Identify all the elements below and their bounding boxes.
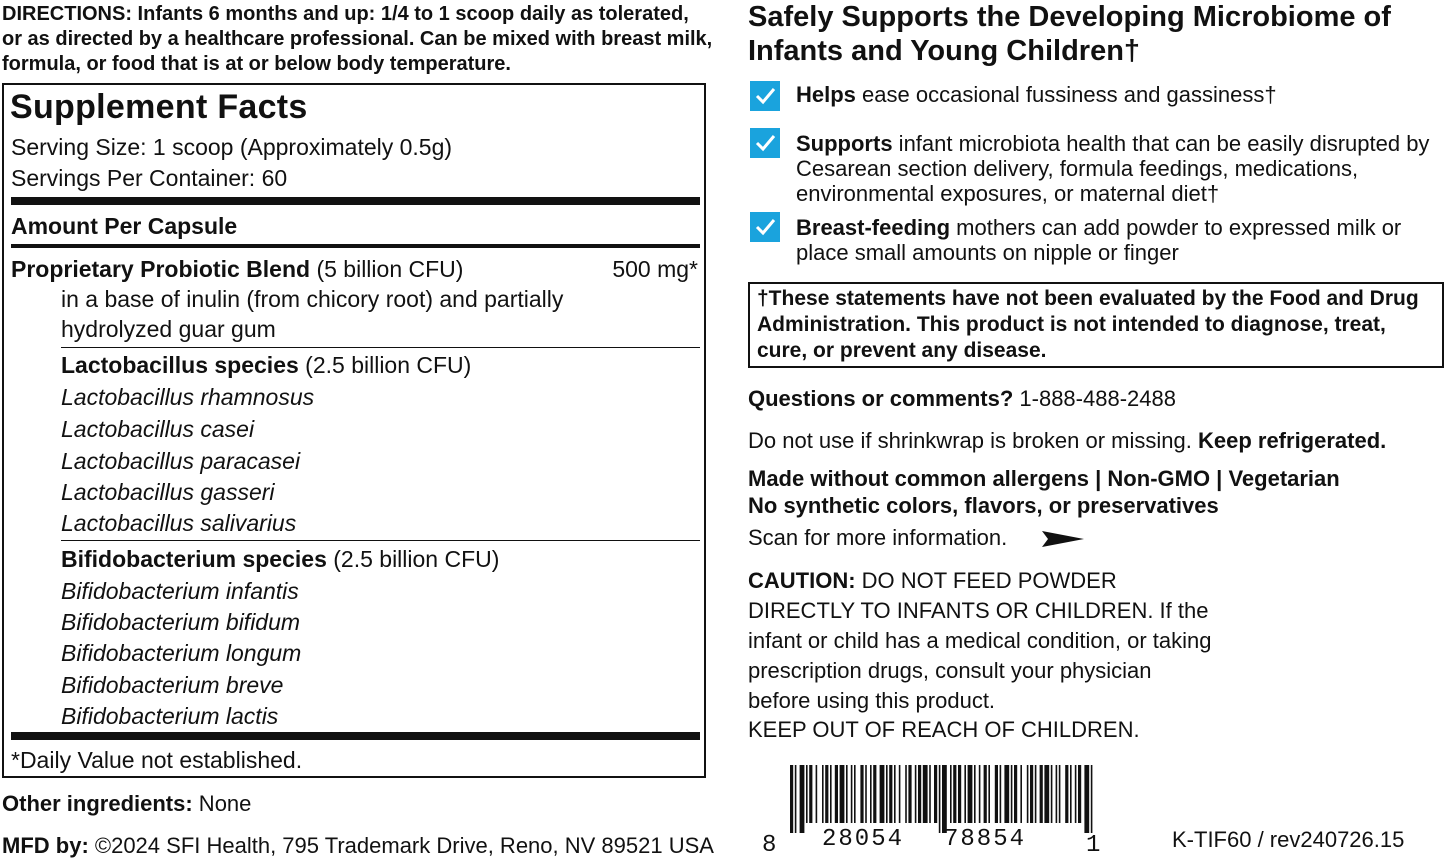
keep-refrigerated: Keep refrigerated. [1197, 428, 1387, 453]
list-item: Bifidobacterium lactis [61, 703, 279, 729]
barcode-bar [860, 765, 863, 823]
barcode-bar [1091, 765, 1093, 833]
barcode-bar [958, 765, 961, 823]
directions-label: DIRECTIONS: [2, 3, 132, 25]
divider-thick [11, 732, 700, 740]
questions-line [748, 385, 1176, 413]
barcode-bar [918, 765, 921, 823]
benefits-title: Safely Supports the Developing Microbiome of Infants and Young Children† [748, 1, 1391, 67]
barcode-bar [934, 765, 937, 823]
barcode-bar [974, 765, 976, 823]
divider-thick [11, 197, 700, 205]
barcode-bar [1065, 765, 1068, 823]
barcode-bar [809, 765, 812, 823]
barcode-bar [865, 765, 867, 823]
blend-cfu: (5 billion CFU) [310, 256, 464, 282]
manufacturer [2, 832, 714, 860]
barcode [790, 765, 1093, 833]
barcode-bar [800, 765, 805, 833]
barcode-bar [1059, 765, 1061, 823]
lacto-header [61, 350, 471, 380]
barcode-bar [1056, 765, 1058, 823]
barcode-bar [1044, 765, 1049, 823]
list-item: Bifidobacterium longum [61, 640, 302, 666]
questions-label: Questions or comments? [748, 386, 1014, 411]
benefit-bold: Supports [796, 131, 893, 156]
barcode-bar [840, 765, 845, 823]
no-synthetic-line: No synthetic colors, flavors, or preservatives [748, 493, 1219, 518]
barcode-bar [886, 765, 888, 823]
barcode-bar [870, 765, 872, 823]
servings-per-container: Servings Per Container: 60 [11, 165, 288, 191]
questions-phone: 1-888-488-2488 [1013, 386, 1176, 411]
barcode-bar [894, 765, 896, 823]
caution-block [748, 566, 1218, 716]
lacto-header-name: Lactobacillus species [61, 352, 299, 378]
barcode-digits-left: 28054 [822, 826, 905, 853]
barcode-bar [984, 765, 987, 823]
barcode-bar [1078, 765, 1081, 823]
barcode-bar [851, 765, 853, 823]
barcode-bar [915, 765, 917, 823]
barcode-bar [1084, 765, 1089, 833]
daily-value-footnote: *Daily Value not established. [11, 747, 303, 773]
barcode-bar [825, 765, 828, 823]
benefit-item [796, 215, 1441, 265]
shrinkwrap-text: Do not use if shrinkwrap is broken or missing. [748, 428, 1198, 453]
shrinkwrap-warning [748, 427, 1386, 455]
manufacturer-value: ©2024 SFI Health, 795 Trademark Drive, Reno, NV 89521 USA [88, 833, 714, 858]
checkmark-icon [750, 212, 780, 242]
barcode-bar [1070, 765, 1072, 823]
other-ingredients-label: Other ingredients: [2, 791, 193, 816]
barcode-bar [988, 765, 990, 823]
fda-disclaimer: †These statements have not been evaluated by the Food and Drug Administration. This product is not intended to diagnose, treat, cure, or prevent any disease. [757, 287, 1419, 362]
barcode-bar [995, 765, 998, 823]
caution-text: DO NOT FEED POWDER DIRECTLY TO INFANTS OR CHILDREN. If the infant or child has a medical condition, or taking prescription drugs, consult your physician before using this product. [748, 568, 1212, 713]
barcode-bar [950, 765, 952, 823]
directions [2, 2, 714, 77]
barcode-bar [923, 765, 928, 823]
barcode-bar [873, 765, 876, 823]
bifido-header [61, 544, 499, 574]
barcode-bar [929, 765, 931, 823]
serving-size: Serving Size: 1 scoop (Approximately 0.5g) [11, 134, 453, 160]
barcode-bar [1011, 765, 1013, 823]
barcode-bar [1030, 765, 1033, 823]
barcode-bar [953, 765, 956, 823]
barcode-digit: 8 [762, 832, 777, 859]
benefit-item [796, 131, 1441, 206]
barcode-digit: 1 [1086, 832, 1101, 859]
other-ingredients-value: None [192, 791, 252, 816]
scan-line: Scan for more information. [748, 525, 1008, 550]
list-item: Lactobacillus casei [61, 416, 255, 442]
barcode-bar [1020, 765, 1022, 823]
barcode-bar [899, 765, 901, 823]
barcode-bar [1051, 765, 1053, 823]
benefit-text: mothers can add powder to expressed milk or place small amounts on nipple or finger [796, 215, 1402, 265]
divider [61, 540, 700, 541]
barcode-bar [968, 765, 973, 823]
benefit-bold: Helps [796, 82, 856, 107]
barcode-bar [854, 765, 856, 823]
lacto-header-cfu: (2.5 billion CFU) [298, 352, 472, 378]
benefit-item [796, 82, 1441, 107]
other-ingredients [2, 790, 251, 818]
barcode-bar [1000, 765, 1002, 823]
blend-name: Proprietary Probiotic Blend [11, 256, 311, 282]
barcode-bar [1040, 765, 1043, 823]
list-item: Lactobacillus paracasei [61, 448, 301, 474]
blend-row [11, 254, 463, 284]
barcode-bar [835, 765, 838, 823]
arrow-right-icon [1042, 531, 1084, 552]
manufacturer-label: MFD by: [2, 833, 89, 858]
keep-out-warning: KEEP OUT OF REACH OF CHILDREN. [748, 717, 1140, 742]
allergens-line: Made without common allergens | Non-GMO | Vegetarian [748, 466, 1340, 491]
checkmark-icon [750, 128, 780, 158]
amount-header: Amount Per Capsule [11, 213, 238, 239]
barcode-bar [830, 765, 832, 823]
barcode-bar [964, 765, 966, 823]
barcode-bar [905, 765, 907, 823]
barcode-bar [816, 765, 818, 823]
benefit-text: ease occasional fussiness and gassiness† [855, 82, 1277, 107]
divider-medium [11, 244, 700, 248]
bifido-header-name: Bifidobacterium species [61, 546, 327, 572]
divider [61, 347, 700, 348]
barcode-bar [806, 765, 808, 823]
barcode-bar [889, 765, 892, 823]
barcode-bar [846, 765, 848, 823]
blend-amount: 500 mg* [612, 256, 698, 282]
barcode-digits-right: 78854 [944, 826, 1027, 853]
barcode-bar [1004, 765, 1009, 823]
barcode-bar [880, 765, 885, 823]
benefit-bold: Breast-feeding [796, 215, 951, 240]
bifido-header-cfu: (2.5 billion CFU) [326, 546, 500, 572]
barcode-bar [942, 765, 947, 833]
benefit-text: infant microbiota health that can be easily disrupted by Cesarean section delivery, formula feedings, medications, environmental exposures, or maternal diet† [796, 131, 1430, 206]
list-item: Bifidobacterium bifidum [61, 609, 301, 635]
barcode-bar [1075, 765, 1077, 823]
barcode-bar [1014, 765, 1017, 823]
barcode-bar [939, 765, 941, 833]
directions-text: Infants 6 months and up: 1/4 to 1 scoop daily as tolerated, or as directed by a healthcare professional. Can be mixed with breast milk, formula, or food that is at or below body temperature. [2, 3, 713, 75]
list-item: Bifidobacterium breve [61, 672, 284, 698]
product-code: K-TIF60 / rev240726.15 [1172, 827, 1405, 852]
checkmark-icon [750, 81, 780, 111]
barcode-bar [979, 765, 981, 823]
list-item: Lactobacillus rhamnosus [61, 384, 315, 410]
caution-label: CAUTION: [748, 568, 856, 593]
list-item: Bifidobacterium infantis [61, 578, 299, 604]
barcode-bar [908, 765, 911, 823]
list-item: Lactobacillus salivarius [61, 510, 297, 536]
barcode-bar [795, 765, 797, 833]
barcode-bar [790, 765, 793, 833]
blend-base: in a base of inulin (from chicory root) and partially hydrolyzed guar gum [61, 286, 564, 342]
barcode-bar [822, 765, 824, 823]
barcode-bar [1035, 765, 1037, 823]
list-item: Lactobacillus gasseri [61, 479, 275, 505]
supplement-facts-title: Supplement Facts [10, 88, 308, 126]
barcode-bar [1027, 765, 1029, 823]
